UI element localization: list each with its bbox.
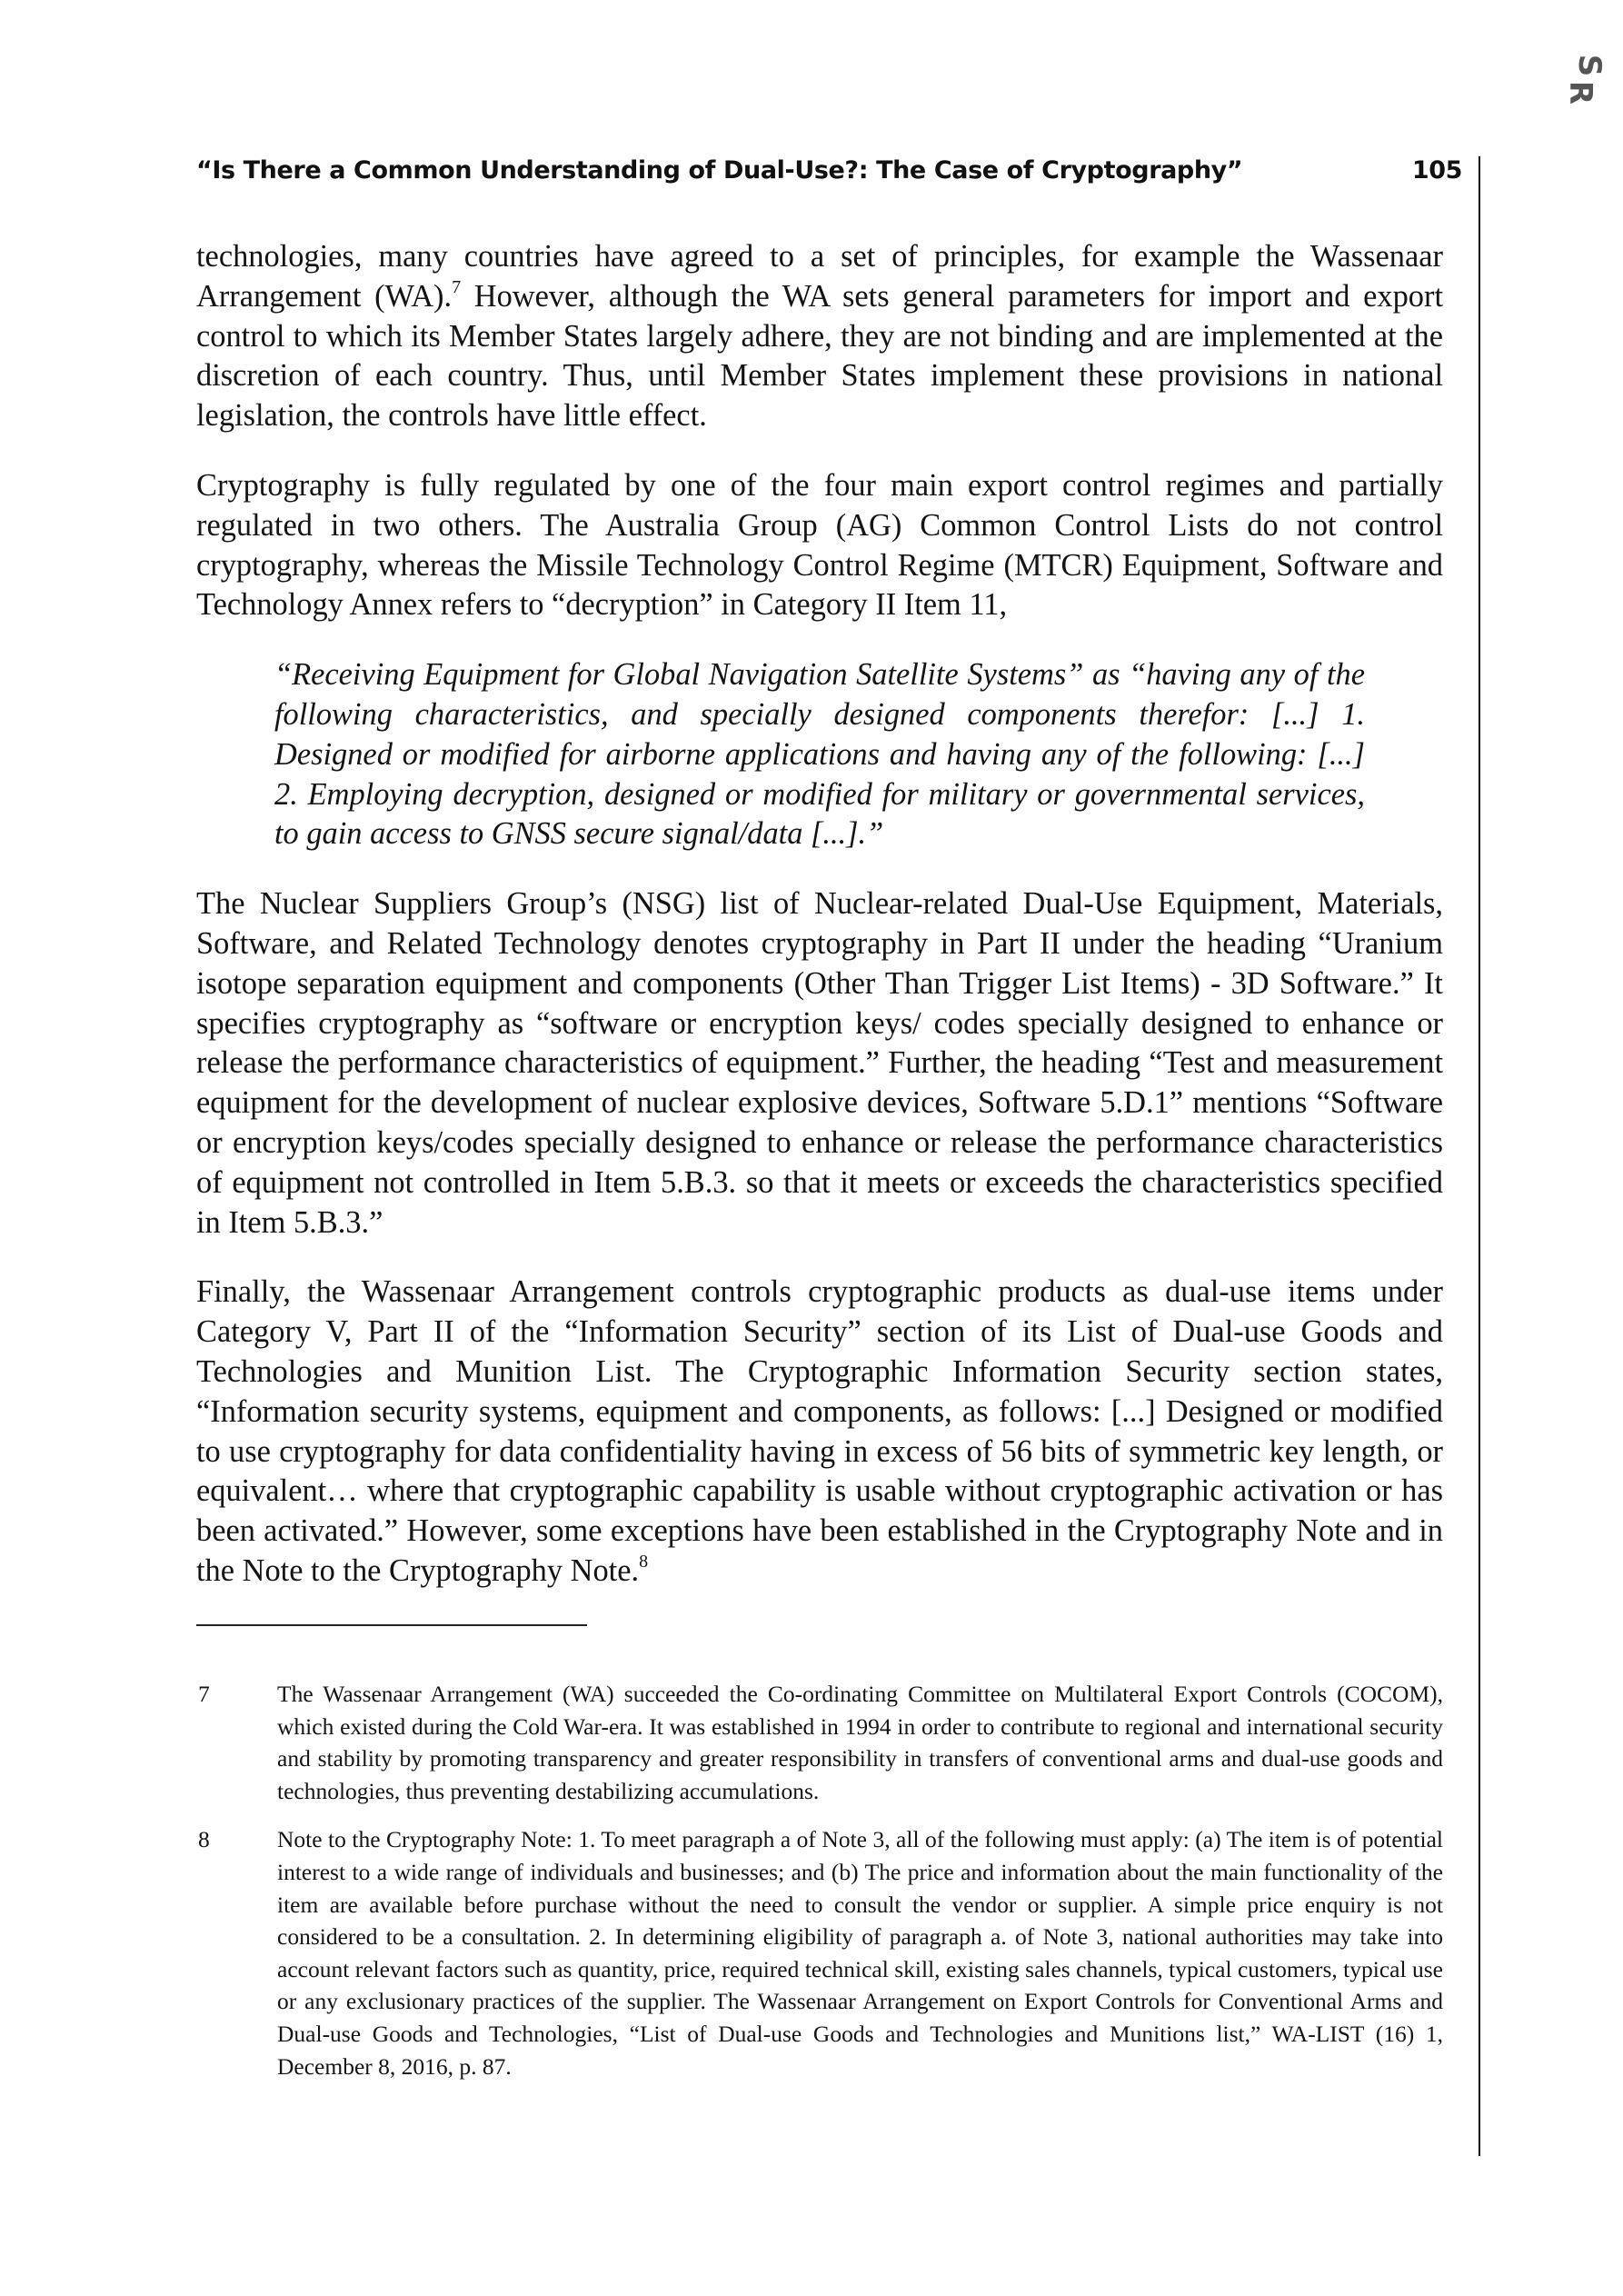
footnote-ref-8[interactable]: 8 [639,1552,649,1572]
paragraph-3: The Nuclear Suppliers Group’s (NSG) list of Nuclear-related Dual-Use Equipment, Materials, Software, and Related Technology denotes cryptography in Part II under the heading “Uranium isotope separation equipment and components (Other Than Trigger List Items) - 3D Software.” It specifies cryptography as “software or encryption keys/ codes specially designed to enhance or release the performance characteristics of equipment.” Further, the heading “Test and measurement equipment for the development of nuclear explosive devices, Software 5.D.1” mentions “Software or encryption keys/codes specially designed to enhance or release the performance characteristics of equipment not controlled in Item 5.B.3. so that it meets or exceeds the characteristics specified in Item 5.B.3.” [196,886,1443,1240]
footnote-separator [196,1624,587,1626]
footnote-number: 8 [198,1826,210,1853]
svg-text:S: S [1571,54,1608,77]
paragraph-2: Cryptography is fully regulated by one of the four main export control regimes and partially regulated in two others. The Australia Group (AG) Common Control Lists do not control cryptography, whereas the Missile Technology Control Regime (MTCR) Equipment, Software and Technology Annex refers to “decryption” in Category II Item 11, [196,467,1443,623]
page-number: 105 [1411,156,1462,185]
svg-text:R: R [1562,80,1598,105]
footnote-text: Note to the Cryptography Note: 1. To meet paragraph a of Note 3, all of the following must apply: (a) The item is of potential interest to a wide range of individuals and businesses; and (b) The price and information about the main functionality of the item are available before purchase without the need to consult the vendor or supplier. A simple price enquiry is not considered to be a consultation. 2. In determining eligibility of paragraph a. of Note 3, national authorities may take into account relevant factors such as quantity, price, required technical skill, existing sales channels, typical customers, typical use or any exclusionary practices of the supplier. The Wassenaar Arrangement on Export Controls for Conventional Arms and Dual-use Goods and Technologies, “List of Dual-use Goods and Technologies and Munitions list,” WA-LIST (16) 1, December 8, 2016, p. 87. [277,1826,1443,2080]
footnote-text: The Wassenaar Arrangement (WA) succeeded the Co-ordinating Committee on Multilateral Export Controls (COCOM), which existed during the Cold War-era. It was established in 1994 in order to contribute to regional and international security and stability by promoting transparency and greater responsibility in transfers of conventional arms and dual-use goods and technologies, thus preventing destabilizing accumulations. [277,1681,1443,1804]
vertical-margin-rule [1479,156,1480,2156]
paragraph-1: technologies, many countries have agreed to a set of principles, for example the Wassenaar Arrangement (WA).$^7$ However, although the WA sets general parameters for import and export control to which its Member States largely adhere, they are not binding and are implemented at the discretion of each country. Thus, until Member States implement these provisions in national legislation, the controls have little effect. [196,239,1443,434]
paragraph-4: Finally, the Wassenaar Arrangement controls cryptographic products as dual-use items under Category V, Part II of the “Information Security” section of its List of Dual-use Goods and Technologies and Munition List. The Cryptographic Information Security section states, “Information security systems, equipment and components, as follows: [...] Designed or modified to use cryptography for data confidentiality having in excess of 56 bits of symmetric key length, or equivalent… where that cryptographic capability is usable without cryptographic activation or has been activated.” However, some exceptions have been established in the Cryptography Note and in the Note to the Cryptography Note.$^8$ [196,1274,1443,1588]
block-quote: “Receiving Equipment for Global Navigation Satellite Systems” as “having any of the following characteristics, and specially designed components therefor: [...] 1. Designed or modified for airborne applications and having any of the following: [...] 2. Employing decryption, designed or modified for military or governmental services, to gain access to GNSS secure signal/data [...].” [274,657,1365,852]
footnote-8 [196,1823,1443,2082]
publisher-logo [1561,33,1608,109]
footnotes [196,1678,1443,2099]
body-text [196,237,1443,1622]
running-title: “Is There a Common Understanding of Dual-Use?: The Case of Cryptography” [196,156,1243,185]
footnote-7 [196,1678,1443,1807]
footnote-ref-7[interactable]: 7 [452,277,462,298]
footnote-number: 7 [198,1681,210,1707]
